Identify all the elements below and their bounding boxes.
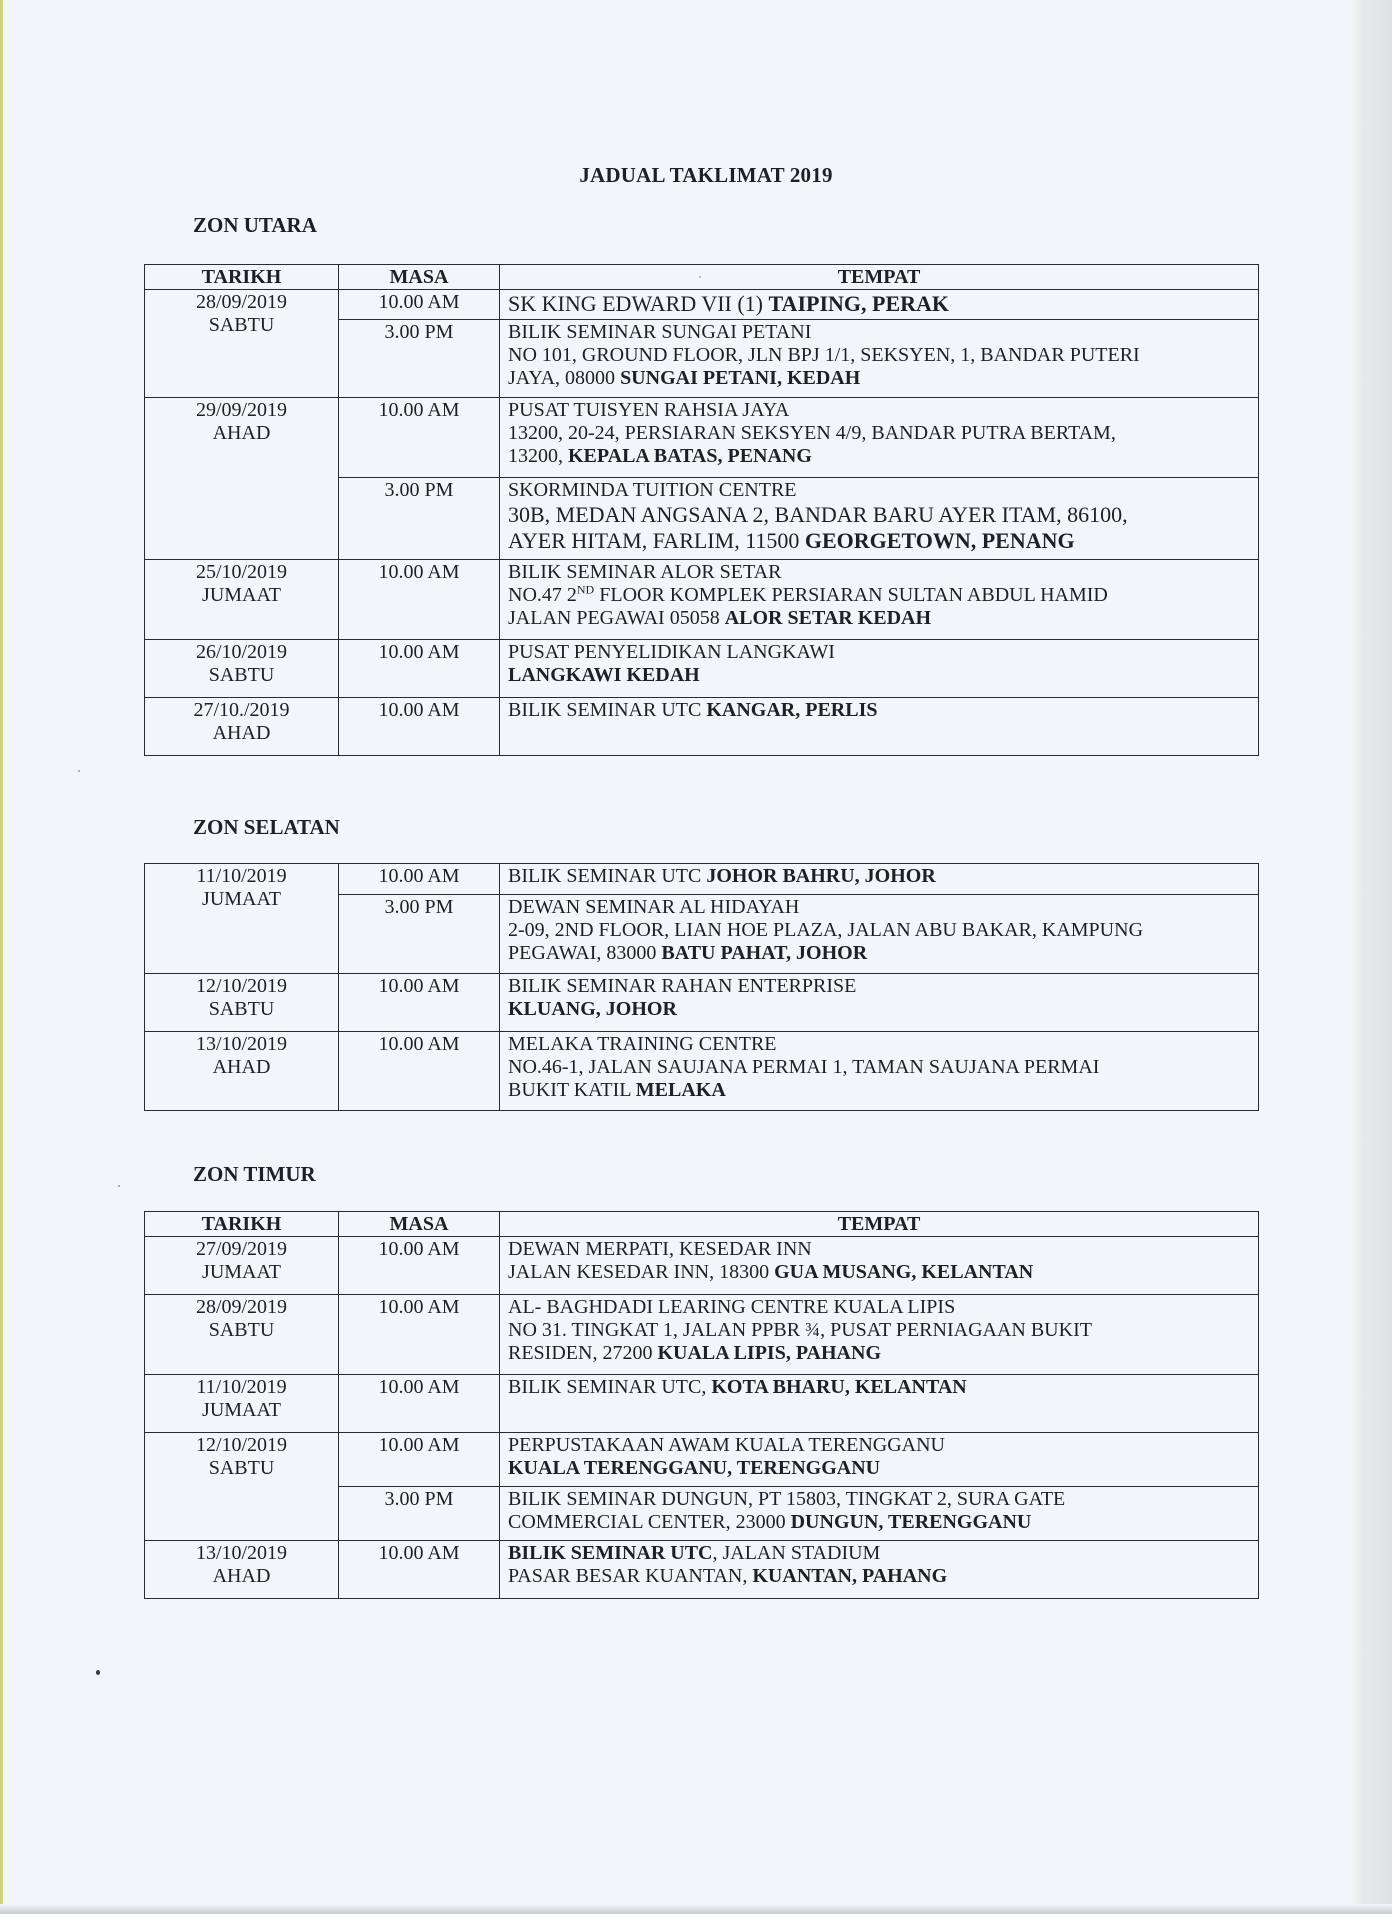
date-value: 26/10/2019 bbox=[195, 641, 288, 663]
time-cell: 3.00 PM bbox=[339, 478, 500, 560]
place-text: BILIK SEMINAR UTC bbox=[508, 699, 707, 721]
place-text: BUKIT KATIL bbox=[508, 1079, 636, 1101]
place-cell bbox=[500, 1375, 1259, 1433]
place-line: NO.46-1, JALAN SAUJANA PERMAI 1, TAMAN SAUJANA PERMAI bbox=[508, 1056, 1100, 1078]
date-cell bbox=[145, 560, 339, 640]
date-value: 25/10/2019 bbox=[195, 561, 288, 583]
place-text: BILIK SEMINAR UTC, bbox=[508, 1376, 712, 1398]
place-cell bbox=[500, 698, 1259, 756]
place-line: BILIK SEMINAR DUNGUN, PT 15803, TINGKAT 2, SURA GATE bbox=[508, 1488, 1066, 1510]
place-location: KUANTAN, PAHANG bbox=[752, 1565, 948, 1587]
table-header-row bbox=[145, 1212, 1259, 1237]
place-location: KUALA LIPIS, PAHANG bbox=[657, 1342, 881, 1364]
place-cell bbox=[500, 1237, 1259, 1295]
place-cell bbox=[500, 1541, 1259, 1599]
scan-speck bbox=[699, 276, 701, 278]
time-cell: 10.00 AM bbox=[339, 974, 500, 1032]
table-row bbox=[145, 640, 1259, 698]
header-place: TEMPAT bbox=[500, 1212, 1259, 1237]
date-value: 12/10/2019 bbox=[195, 975, 288, 997]
scan-speck bbox=[118, 1185, 120, 1187]
place-line: PERPUSTAKAAN AWAM KUALA TERENGGANU bbox=[508, 1434, 946, 1456]
place-location: LANGKAWI KEDAH bbox=[508, 664, 700, 686]
place-location: GEORGETOWN, PENANG bbox=[804, 528, 1075, 553]
time-cell: 10.00 AM bbox=[339, 1032, 500, 1111]
day-value: JUMAAT bbox=[202, 1261, 281, 1283]
day-value: AHAD bbox=[212, 1565, 271, 1587]
place-line: AL- BAGHDADI LEARING CENTRE KUALA LIPIS bbox=[508, 1296, 956, 1318]
table-row bbox=[145, 1295, 1259, 1375]
time-cell: 10.00 AM bbox=[339, 1541, 500, 1599]
place-location: BATU PAHAT, JOHOR bbox=[661, 942, 868, 964]
date-cell bbox=[145, 1541, 339, 1599]
place-cell bbox=[500, 640, 1259, 698]
day-value: JUMAAT bbox=[202, 584, 281, 606]
place-location: BILIK SEMINAR UTC bbox=[508, 1542, 713, 1564]
place-location: DUNGUN, TERENGGANU bbox=[790, 1511, 1032, 1533]
scan-speck bbox=[78, 770, 80, 772]
place-location: KLUANG, JOHOR bbox=[508, 998, 677, 1020]
header-date: TARIKH bbox=[145, 265, 339, 290]
place-line: 2-09, 2ND FLOOR, LIAN HOE PLAZA, JALAN ABU BAKAR, KAMPUNG bbox=[508, 919, 1144, 941]
day-value: SABTU bbox=[208, 1457, 275, 1479]
date-cell bbox=[145, 698, 339, 756]
place-line: NO 31. TINGKAT 1, JALAN PPBR ¾, PUSAT PERNIAGAAN BUKIT bbox=[508, 1319, 1092, 1341]
zone-heading-timur: ZON TIMUR bbox=[193, 1162, 316, 1186]
place-text: AYER HITAM, FARLIM, 11500 bbox=[508, 528, 805, 553]
place-location: MELAKA bbox=[635, 1079, 726, 1101]
place-text: 13200, bbox=[508, 445, 568, 467]
place-location: ALOR SETAR KEDAH bbox=[724, 607, 932, 629]
time-cell: 10.00 AM bbox=[339, 698, 500, 756]
place-line: BILIK SEMINAR RAHAN ENTERPRISE bbox=[508, 975, 857, 997]
time-cell: 10.00 AM bbox=[339, 398, 500, 478]
header-time: MASA bbox=[339, 1212, 500, 1237]
superscript: ND bbox=[576, 582, 595, 597]
date-value: 29/09/2019 bbox=[195, 399, 288, 421]
date-cell bbox=[145, 1295, 339, 1375]
day-value: AHAD bbox=[212, 1056, 271, 1078]
header-place: TEMPAT bbox=[500, 265, 1259, 290]
date-value: 28/09/2019 bbox=[195, 1296, 288, 1318]
schedule-table-utara bbox=[144, 264, 1259, 756]
place-cell bbox=[500, 864, 1259, 895]
table-row bbox=[145, 698, 1259, 756]
place-text: SK KING EDWARD VII (1) bbox=[508, 291, 769, 316]
date-cell bbox=[145, 398, 339, 560]
place-text: PASAR BESAR KUANTAN, bbox=[508, 1565, 753, 1587]
table-row bbox=[145, 560, 1259, 640]
table-header-row bbox=[145, 265, 1259, 290]
scan-left-edge bbox=[0, 0, 3, 1914]
date-cell bbox=[145, 1375, 339, 1433]
date-cell bbox=[145, 974, 339, 1032]
day-value: SABTU bbox=[208, 664, 275, 686]
scan-speck bbox=[96, 1670, 100, 1675]
date-cell bbox=[145, 290, 339, 398]
place-cell bbox=[500, 290, 1259, 320]
table-row bbox=[145, 1433, 1259, 1487]
table-row bbox=[145, 290, 1259, 320]
place-text: PEGAWAI, 83000 bbox=[508, 942, 662, 964]
date-value: 28/09/2019 bbox=[195, 291, 288, 313]
place-location: SUNGAI PETANI, KEDAH bbox=[620, 367, 861, 389]
table-row bbox=[145, 398, 1259, 478]
place-line: MELAKA TRAINING CENTRE bbox=[508, 1033, 777, 1055]
date-cell bbox=[145, 1433, 339, 1541]
zone-heading-utara: ZON UTARA bbox=[193, 213, 317, 237]
place-location: KOTA BHARU, KELANTAN bbox=[711, 1376, 967, 1398]
place-cell bbox=[500, 1295, 1259, 1375]
day-value: SABTU bbox=[208, 314, 275, 336]
place-cell bbox=[500, 974, 1259, 1032]
date-cell bbox=[145, 864, 339, 974]
place-cell bbox=[500, 478, 1259, 560]
date-value: 13/10/2019 bbox=[195, 1033, 288, 1055]
place-location: KUALA TERENGGANU, TERENGGANU bbox=[508, 1457, 881, 1479]
place-text: JALAN PEGAWAI 05058 bbox=[508, 607, 725, 629]
schedule-table-selatan bbox=[144, 863, 1259, 1111]
date-value: 27/10./2019 bbox=[193, 699, 290, 721]
place-line: NO 101, GROUND FLOOR, JLN BPJ 1/1, SEKSYEN, 1, BANDAR PUTERI bbox=[508, 344, 1140, 366]
place-line: PUSAT PENYELIDIKAN LANGKAWI bbox=[508, 641, 835, 663]
place-location: TAIPING, PERAK bbox=[768, 291, 950, 316]
place-line: BILIK SEMINAR SUNGAI PETANI bbox=[508, 321, 812, 343]
date-value: 11/10/2019 bbox=[196, 865, 287, 887]
place-line: DEWAN MERPATI, KESEDAR INN bbox=[508, 1238, 812, 1260]
day-value: SABTU bbox=[208, 1319, 275, 1341]
time-cell: 3.00 PM bbox=[339, 1487, 500, 1541]
place-text: FLOOR KOMPLEK PERSIARAN SULTAN ABDUL HAMID bbox=[594, 584, 1108, 606]
table-row bbox=[145, 974, 1259, 1032]
day-value: JUMAAT bbox=[202, 1399, 281, 1421]
place-text: RESIDEN, 27200 bbox=[508, 1342, 658, 1364]
place-text: BILIK SEMINAR UTC bbox=[508, 865, 707, 887]
place-line: BILIK SEMINAR ALOR SETAR bbox=[508, 561, 782, 583]
place-text: JALAN KESEDAR INN, 18300 bbox=[508, 1261, 775, 1283]
header-date: TARIKH bbox=[145, 1212, 339, 1237]
place-line: DEWAN SEMINAR AL HIDAYAH bbox=[508, 896, 800, 918]
place-line: 13200, 20-24, PERSIARAN SEKSYEN 4/9, BANDAR PUTRA BERTAM, bbox=[508, 422, 1116, 444]
place-location: GUA MUSANG, KELANTAN bbox=[774, 1261, 1034, 1283]
day-value: AHAD bbox=[212, 722, 271, 744]
place-cell bbox=[500, 895, 1259, 974]
place-line: SKORMINDA TUITION CENTRE bbox=[508, 479, 797, 501]
document-title: JADUAL TAKLIMAT 2019 bbox=[579, 163, 833, 187]
place-text: COMMERCIAL CENTER, 23000 bbox=[508, 1511, 791, 1533]
zone-heading-selatan: ZON SELATAN bbox=[193, 815, 340, 839]
place-text: , JALAN STADIUM bbox=[712, 1542, 881, 1564]
table-row bbox=[145, 1541, 1259, 1599]
place-text: NO.47 2 bbox=[508, 584, 577, 606]
time-cell: 10.00 AM bbox=[339, 1375, 500, 1433]
place-cell bbox=[500, 1433, 1259, 1487]
day-value: JUMAAT bbox=[202, 888, 281, 910]
date-value: 12/10/2019 bbox=[195, 1434, 288, 1456]
table-row bbox=[145, 1237, 1259, 1295]
place-cell bbox=[500, 1487, 1259, 1541]
place-line: PUSAT TUISYEN RAHSIA JAYA bbox=[508, 399, 790, 421]
place-location: JOHOR BAHRU, JOHOR bbox=[706, 865, 936, 887]
place-text: JAYA, 08000 bbox=[508, 367, 621, 389]
time-cell: 10.00 AM bbox=[339, 1295, 500, 1375]
date-value: 27/09/2019 bbox=[195, 1238, 288, 1260]
header-time: MASA bbox=[339, 265, 500, 290]
time-cell: 3.00 PM bbox=[339, 320, 500, 398]
scan-right-edge bbox=[1350, 0, 1392, 1914]
table-row bbox=[145, 1032, 1259, 1111]
place-cell bbox=[500, 398, 1259, 478]
place-line: 30B, MEDAN ANGSANA 2, BANDAR BARU AYER ITAM, 86100, bbox=[508, 502, 1128, 527]
scan-bottom-edge bbox=[0, 1904, 1392, 1914]
place-cell bbox=[500, 560, 1259, 640]
place-location: KANGAR, PERLIS bbox=[706, 699, 878, 721]
time-cell: 10.00 AM bbox=[339, 640, 500, 698]
place-location: KEPALA BATAS, PENANG bbox=[568, 445, 812, 467]
day-value: AHAD bbox=[212, 422, 271, 444]
date-value: 13/10/2019 bbox=[195, 1542, 288, 1564]
time-cell: 10.00 AM bbox=[339, 290, 500, 320]
time-cell: 3.00 PM bbox=[339, 895, 500, 974]
table-row bbox=[145, 864, 1259, 895]
place-cell bbox=[500, 320, 1259, 398]
day-value: SABTU bbox=[208, 998, 275, 1020]
place-cell bbox=[500, 1032, 1259, 1111]
date-cell bbox=[145, 1237, 339, 1295]
time-cell: 10.00 AM bbox=[339, 1433, 500, 1487]
time-cell: 10.00 AM bbox=[339, 1237, 500, 1295]
time-cell: 10.00 AM bbox=[339, 864, 500, 895]
table-row bbox=[145, 1375, 1259, 1433]
date-cell bbox=[145, 1032, 339, 1111]
time-cell: 10.00 AM bbox=[339, 560, 500, 640]
schedule-table-timur bbox=[144, 1211, 1259, 1599]
date-cell bbox=[145, 640, 339, 698]
date-value: 11/10/2019 bbox=[196, 1376, 287, 1398]
